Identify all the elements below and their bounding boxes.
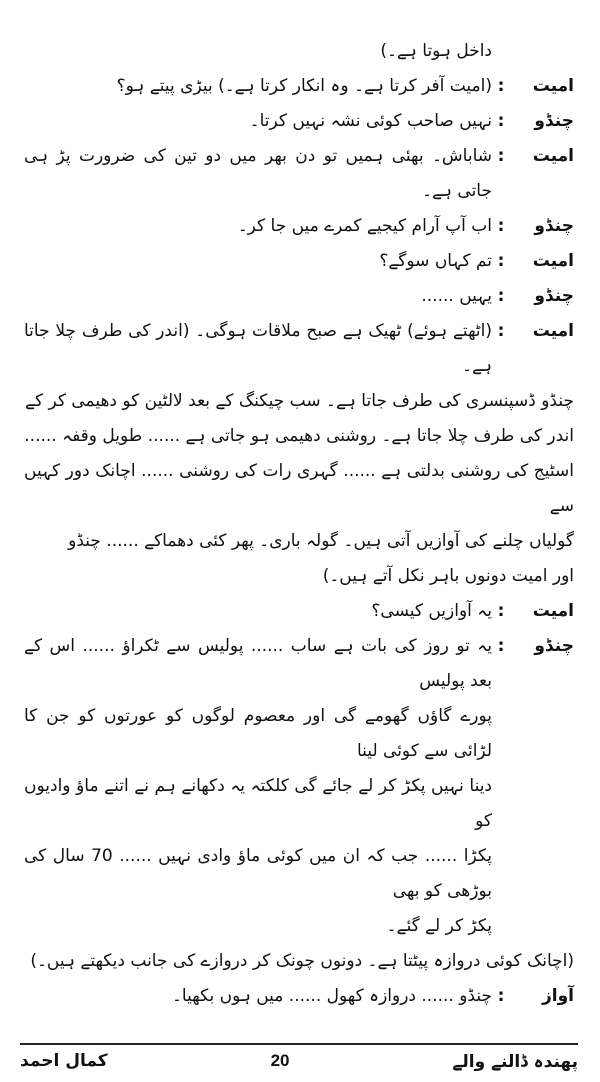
dialogue-text: تم کہاں سوگے؟ — [379, 251, 492, 271]
dialogue-continuation: پکڑا ...... جب کہ ان میں کوئی ماؤ وادی نہیں ...... 70 سال کی بوڑھی کو بھی — [24, 846, 492, 901]
dialogue-text: چنڈو ...... دروازہ کھول ...... میں ہوں بکھیا۔ — [171, 986, 492, 1006]
speaker-name: چنڈو — [534, 216, 574, 236]
speaker-colon: : — [497, 286, 505, 306]
dialogue-text: (اٹھتے ہوئے) ٹھیک ہے صبح ملاقات ہوگی۔ (اندر کی طرف چلا جاتا ہے۔ — [24, 321, 492, 376]
speaker-name: آواز — [541, 986, 574, 1006]
speaker-colon: : — [497, 636, 505, 656]
stage-direction-continuation — [24, 34, 574, 69]
text-line: داخل ہوتا ہے۔) — [380, 41, 492, 61]
dialogue-text: یہیں ...... — [421, 286, 492, 306]
speaker-name: چنڈو — [534, 636, 574, 656]
dialogue-text: (امیت آفر کرتا ہے۔ وہ انکار کرتا ہے۔) بیڑی پیتے ہو؟ — [116, 76, 492, 96]
speaker-name: امیت — [532, 76, 574, 96]
dialogue-line — [24, 244, 574, 279]
speaker-colon: : — [497, 601, 505, 621]
author-name: کمال احمد — [20, 1051, 108, 1071]
dialogue-line — [24, 629, 574, 699]
dialogue-text: اب آپ آرام کیجیے کمرے میں جا کر۔ — [237, 216, 492, 236]
dialogue-line — [24, 139, 574, 209]
stage-direction-line: اور امیت دونوں باہر نکل آتے ہیں۔) — [322, 566, 574, 586]
dialogue-line — [24, 594, 574, 629]
dialogue-text: یہ تو روز کی بات ہے ساب ...... پولیس سے ٹکراؤ ...... اس کے بعد پولیس — [24, 636, 492, 691]
speaker-name: امیت — [532, 251, 574, 271]
page-number: 20 — [270, 1051, 290, 1070]
speaker-colon: : — [497, 251, 505, 271]
dialogue-line — [24, 209, 574, 244]
page-body — [24, 34, 574, 1014]
dialogue-text: نہیں صاحب کوئی نشہ نہیں کرتا۔ — [249, 111, 492, 131]
dialogue-text: شاباش۔ بھئی ہمیں تو دن بھر میں دو تین کی ضرورت پڑ ہی جاتی ہے۔ — [24, 146, 492, 201]
speaker-colon: : — [497, 986, 505, 1006]
book-title: پھندہ ڈالنے والے — [452, 1051, 578, 1072]
speaker-colon: : — [497, 146, 505, 166]
stage-direction-line: اسٹیج کی روشنی بدلتی ہے ...... گہری رات کی روشنی ...... اچانک دور کہیں سے — [24, 461, 574, 516]
stage-direction-line: اندر کی طرف چلا جاتا ہے۔ روشنی دھیمی ہو جاتی ہے ...... طویل وقفہ ...... — [24, 426, 574, 446]
speaker-colon: : — [497, 321, 505, 341]
speaker-colon: : — [497, 76, 505, 96]
speaker-name: امیت — [532, 146, 574, 166]
dialogue-continuation: پکڑ کر لے گئے۔ — [386, 916, 492, 936]
stage-direction-line: گولیاں چلنے کی آوازیں آتی ہیں۔ گولہ باری۔ پھر کئی دھماکے ...... چنڈو — [68, 531, 574, 551]
dialogue-line — [24, 279, 574, 314]
footer-divider — [20, 1043, 578, 1045]
speaker-colon: : — [497, 111, 505, 131]
dialogue-continuation: دینا نہیں پکڑ کر لے جائے گی کلکتہ یہ دکھانے ہم نے اتنے ماؤ وادیوں کو — [24, 776, 492, 831]
dialogue-text: یہ آوازیں کیسی؟ — [371, 601, 492, 621]
speaker-name: چنڈو — [534, 286, 574, 306]
dialogue-continuation: پورے گاؤں گھومے گی اور معصوم لوگوں کو عورتوں کو جن کا لڑائی سے کوئی لینا — [24, 706, 492, 761]
dialogue-line — [24, 104, 574, 139]
dialogue-line — [24, 979, 574, 1014]
speaker-colon: : — [497, 216, 505, 236]
speaker-name: امیت — [532, 321, 574, 341]
stage-direction-line: (اچانک کوئی دروازہ پیٹتا ہے۔ دونوں چونک کر دروازے کی جانب دیکھتے ہیں۔) — [30, 951, 574, 971]
dialogue-line — [24, 314, 574, 384]
speaker-name: چنڈو — [534, 111, 574, 131]
dialogue-line — [24, 69, 574, 104]
page-footer — [20, 1046, 578, 1076]
speaker-name: امیت — [532, 601, 574, 621]
stage-direction-line: چنڈو ڈسپنسری کی طرف جاتا ہے۔ سب چیکنگ کے بعد لالٹین کو دھیمی کر کے — [25, 391, 574, 411]
